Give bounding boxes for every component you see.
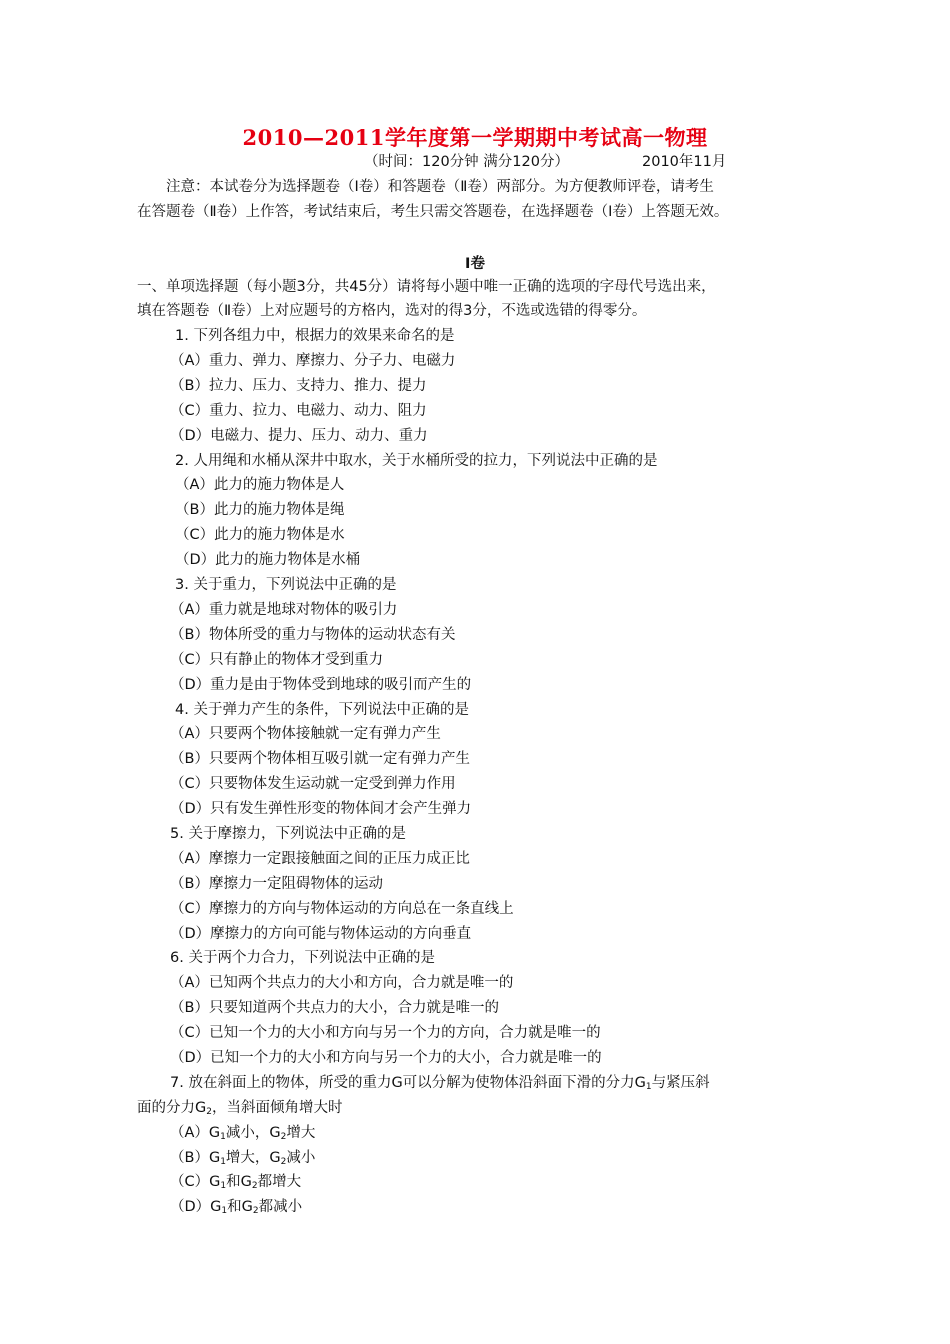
question-5-option-b: （B）摩擦力一定阻碍物体的运动: [170, 876, 383, 892]
question-6-option-a: （A）已知两个共点力的大小和方向，合力就是唯一的: [170, 975, 514, 991]
question-3-option-b: （B）物体所受的重力与物体的运动状态有关: [170, 627, 456, 643]
question-2-option-d: （D）此力的施力物体是水桶: [175, 552, 361, 568]
question-7-option-c: $(C)G_1$和$G_2$都增大: [170, 1174, 302, 1191]
question-2-option-a: （A）此力的施力物体是人: [175, 477, 345, 493]
time-info: （时间：120分钟 满分120分）: [364, 154, 569, 170]
notice-line-1: 注意：本试卷分为选择题卷（Ⅰ卷）和答题卷（Ⅱ卷）两部分。为方便教师评卷，请考生: [166, 179, 714, 195]
exam-date: 2010年11月: [642, 154, 727, 170]
question-7-option-b: $(B)G_1$增大，$G_2$减小: [170, 1150, 316, 1167]
question-6-option-b: （B）只要知道两个共点力的大小，合力就是唯一的: [170, 1000, 499, 1016]
question-2-stem: 2. 人用绳和水桶从深井中取水，关于水桶所受的拉力，下列说法中正确的是: [175, 453, 658, 469]
question-4-option-a: （A）只要两个物体接触就一定有弹力产生: [170, 726, 441, 742]
instructions-line-1: 一、单项选择题（每小题3分，共45分）请将每小题中唯一正确的选项的字母代号选出来，: [137, 279, 716, 295]
notice-line-2: 在答题卷（Ⅱ卷）上作答，考试结束后，考生只需交答题卷，在选择题卷（Ⅰ卷）上答题无效。: [137, 204, 729, 220]
question-2-option-b: （B）此力的施力物体是绳: [175, 502, 345, 518]
question-1-option-d: （D）电磁力、提力、压力、动力、重力: [170, 428, 428, 444]
question-5-option-a: （A）摩擦力一定跟接触面之间的正压力成正比: [170, 851, 470, 867]
exam-title: 2010—2011学年度第一学期期中考试高一物理: [242, 125, 708, 150]
question-7-option-d: $(D)G_1$和$G_2$都减小: [170, 1199, 303, 1216]
question-2-option-c: （C）此力的施力物体是水: [175, 527, 345, 543]
question-6-stem: 6. 关于两个力合力，下列说法中正确的是: [170, 950, 435, 966]
section-label: Ⅰ卷: [465, 256, 485, 272]
question-3-stem: 3. 关于重力，下列说法中正确的是: [175, 577, 397, 593]
question-3-option-d: （D）重力是由于物体受到地球的吸引而产生的: [170, 677, 472, 693]
question-5-option-d: （D）摩擦力的方向可能与物体运动的方向垂直: [170, 926, 472, 942]
question-4-option-b: （B）只要两个物体相互吸引就一定有弹力产生: [170, 751, 470, 767]
question-5-option-c: （C）摩擦力的方向与物体运动的方向总在一条直线上: [170, 901, 514, 917]
question-3-option-a: （A）重力就是地球对物体的吸引力: [170, 602, 398, 618]
question-1-stem: 1. 下列各组力中，根据力的效果来命名的是: [175, 328, 455, 344]
instructions-line-2: 填在答题卷（Ⅱ卷）上对应题号的方格内，选对的得3分，不选或选错的得零分。: [137, 303, 647, 319]
question-7-option-a: $(A)G_1$减小，$G_2$增大: [170, 1125, 316, 1142]
question-4-stem: 4. 关于弹力产生的条件，下列说法中正确的是: [175, 702, 469, 718]
question-1-option-b: （B）拉力、压力、支持力、推力、提力: [170, 378, 427, 394]
question-6-option-d: （D）已知一个力的大小和方向与另一个力的大小，合力就是唯一的: [170, 1050, 602, 1066]
question-5-stem: 5. 关于摩擦力，下列说法中正确的是: [170, 826, 406, 842]
question-4-option-d: （D）只有发生弹性形变的物体间才会产生弹力: [170, 801, 472, 817]
question-7-stem-line-1: 7. 放在斜面上的物体，所受的重力G可以分解为使物体沿斜面下滑的分力$G_1$与紧压斜: [170, 1075, 710, 1092]
question-1-option-a: （A）重力、弹力、摩擦力、分子力、电磁力: [170, 353, 456, 369]
question-7-stem-line-2: 面的分力$G_2$，当斜面倾角增大时: [137, 1100, 343, 1117]
question-1-option-c: （C）重力、拉力、电磁力、动力、阻力: [170, 403, 427, 419]
question-3-option-c: （C）只有静止的物体才受到重力: [170, 652, 384, 668]
question-6-option-c: （C）已知一个力的大小和方向与另一个力的方向，合力就是唯一的: [170, 1025, 601, 1041]
question-4-option-c: （C）只要物体发生运动就一定受到弹力作用: [170, 776, 456, 792]
